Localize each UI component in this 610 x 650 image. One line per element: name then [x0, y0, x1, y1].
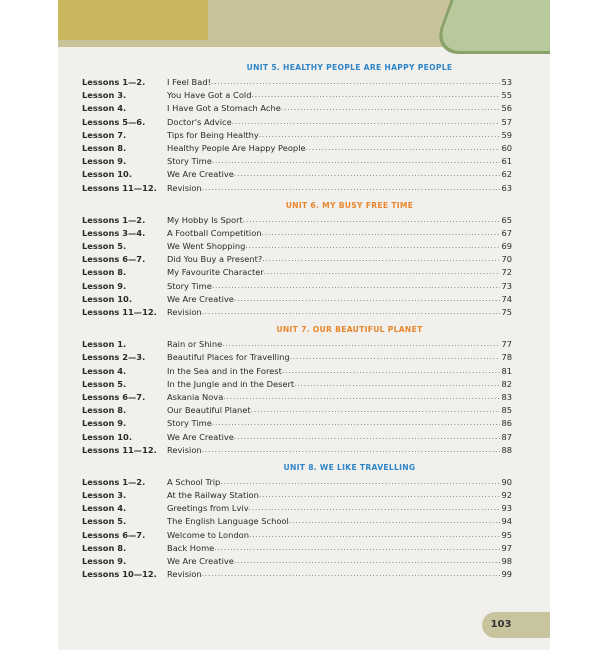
lesson-number: Lesson 8. — [82, 267, 127, 278]
lesson-title: We Are Creative — [167, 293, 234, 304]
lesson-number: Lesson 10. — [82, 293, 132, 304]
toc-entry[interactable] — [82, 365, 512, 378]
dot-leader — [281, 102, 500, 115]
toc-entry[interactable] — [82, 293, 512, 306]
lesson-title: Greetings from Lviv — [167, 503, 249, 514]
lesson-number: Lesson 7. — [82, 129, 127, 140]
dot-leader — [202, 306, 500, 319]
lesson-number: Lessons 6—7. — [82, 254, 146, 265]
lesson-page-number: 74 — [501, 293, 512, 304]
dot-leader — [262, 253, 500, 266]
lesson-page-number: 99 — [501, 569, 512, 580]
lesson-title: Story Time — [167, 280, 212, 291]
lesson-page-number: 72 — [501, 267, 512, 278]
lesson-page-number: 65 — [501, 214, 512, 225]
lesson-title: My Favourite Character — [167, 267, 264, 278]
lesson-page-number: 57 — [501, 116, 512, 127]
dot-leader — [232, 116, 500, 129]
toc-entry[interactable] — [82, 102, 512, 115]
unit-heading: UNIT 7. OUR BEAUTIFUL PLANET — [276, 325, 423, 335]
lesson-page-number: 56 — [501, 103, 512, 114]
page-number-tab — [518, 612, 550, 638]
dot-leader — [264, 266, 500, 279]
toc-entry[interactable] — [82, 338, 512, 351]
corner-tab — [431, 0, 550, 54]
lesson-title: Our Beautiful Planet — [167, 405, 251, 416]
lesson-page-number: 70 — [501, 254, 512, 265]
lesson-title: In the Sea and in the Forest — [167, 365, 282, 376]
lesson-page-number: 59 — [501, 129, 512, 140]
dot-leader — [234, 293, 500, 306]
dot-leader — [222, 338, 500, 351]
lesson-page-number: 95 — [501, 529, 512, 540]
dot-leader — [251, 404, 500, 417]
lesson-page-number: 83 — [501, 391, 512, 402]
dot-leader — [234, 168, 500, 181]
lesson-title: We Are Creative — [167, 431, 234, 442]
lesson-title: Back Home — [167, 542, 215, 553]
dot-leader — [249, 529, 500, 542]
toc-entry[interactable] — [82, 391, 512, 404]
lesson-title: Rain or Shine — [167, 339, 223, 350]
lesson-page-number: 82 — [501, 378, 512, 389]
lesson-title: You Have Got a Cold — [167, 90, 252, 101]
lesson-number: Lesson 3. — [82, 490, 127, 501]
dot-leader — [294, 378, 500, 391]
lesson-title: Welcome to London — [167, 529, 249, 540]
toc-entry[interactable] — [82, 240, 512, 253]
lesson-number: Lessons 11—12. — [82, 444, 157, 455]
unit-heading: UNIT 5. HEALTHY PEOPLE ARE HAPPY PEOPLE — [246, 63, 453, 72]
lesson-title: Healthy People Are Happy People — [167, 142, 306, 153]
toc-entry[interactable] — [82, 89, 512, 102]
lesson-number: Lesson 4. — [82, 365, 127, 376]
lesson-page-number: 77 — [501, 339, 512, 350]
toc-entry[interactable] — [82, 515, 512, 528]
toc-entry[interactable] — [82, 227, 512, 240]
lesson-number: Lesson 9. — [82, 556, 127, 566]
lesson-number: Lesson 8. — [82, 542, 127, 553]
lesson-number: Lessons 1—2. — [82, 214, 146, 225]
lesson-number: Lesson 10. — [82, 169, 132, 180]
dot-leader — [214, 542, 500, 555]
lesson-number: Lessons 6—7. — [82, 391, 146, 402]
lesson-title: We Are Creative — [167, 556, 234, 566]
table-of-contents — [82, 62, 512, 581]
lesson-title: In the Jungle and in the Desert — [167, 378, 295, 389]
lesson-title: We Went Shopping — [167, 241, 246, 252]
lesson-number: Lesson 5. — [82, 241, 127, 252]
toc-entry[interactable] — [82, 280, 512, 293]
toc-entry[interactable] — [82, 142, 512, 155]
dot-leader — [202, 568, 500, 581]
lesson-title: I Feel Bad! — [167, 77, 211, 87]
lesson-page-number: 61 — [501, 156, 512, 167]
lesson-title: Revision — [167, 569, 202, 580]
lesson-number: Lesson 5. — [82, 516, 127, 527]
lesson-page-number: 90 — [501, 476, 512, 487]
dot-leader — [290, 351, 500, 364]
dot-leader — [243, 214, 500, 227]
dot-leader — [212, 417, 500, 430]
dot-leader — [211, 76, 500, 89]
lesson-page-number: 67 — [501, 227, 512, 238]
lesson-title: Doctor's Advice — [167, 116, 232, 127]
lesson-number: Lessons 1—2. — [82, 77, 146, 87]
toc-entry[interactable] — [82, 129, 512, 142]
toc-entry[interactable] — [82, 555, 512, 568]
dot-leader — [251, 89, 500, 102]
lesson-page-number: 81 — [501, 365, 512, 376]
lesson-page-number: 87 — [501, 431, 512, 442]
dot-leader — [223, 391, 500, 404]
dot-leader — [202, 182, 500, 195]
lesson-page-number: 97 — [501, 542, 512, 553]
toc-entry[interactable] — [82, 182, 512, 195]
lesson-number: Lessons 1—2. — [82, 476, 146, 487]
lesson-page-number: 73 — [501, 280, 512, 291]
lesson-page-number: 94 — [501, 516, 512, 527]
toc-entry[interactable] — [82, 542, 512, 555]
lesson-number: Lesson 5. — [82, 378, 127, 389]
lesson-number: Lesson 9. — [82, 418, 127, 429]
lesson-number: Lesson 1. — [82, 339, 127, 350]
lesson-number: Lessons 3—4. — [82, 227, 146, 238]
lesson-title: Beautiful Places for Travelling — [167, 352, 290, 363]
toc-entry[interactable] — [82, 351, 512, 364]
lesson-number: Lessons 11—12. — [82, 182, 157, 193]
dot-leader — [245, 240, 500, 253]
toc-entry[interactable] — [82, 76, 512, 89]
lesson-page-number: 53 — [501, 77, 512, 87]
lesson-title: Revision — [167, 307, 202, 317]
lesson-page-number: 62 — [501, 169, 512, 180]
lesson-number: Lessons 5—6. — [82, 116, 146, 127]
lesson-number: Lesson 4. — [82, 503, 127, 514]
toc-entry[interactable] — [82, 444, 512, 457]
lesson-title: My Hobby Is Sport — [167, 214, 243, 225]
lesson-number: Lesson 3. — [82, 90, 127, 101]
lesson-page-number: 93 — [501, 503, 512, 514]
lesson-number: Lesson 4. — [82, 103, 127, 114]
lesson-number: Lesson 9. — [82, 280, 127, 291]
dot-leader — [282, 365, 500, 378]
lesson-page-number: 55 — [501, 90, 512, 101]
toc-entry[interactable] — [82, 431, 512, 444]
toc-entry[interactable] — [82, 568, 512, 581]
dot-leader — [234, 555, 500, 568]
dot-leader — [212, 280, 500, 293]
dot-leader — [249, 502, 500, 515]
lesson-number: Lesson 9. — [82, 156, 127, 167]
dot-leader — [220, 476, 500, 489]
lesson-title: I Have Got a Stomach Ache — [167, 103, 281, 114]
lesson-number: Lesson 8. — [82, 405, 127, 416]
lesson-page-number: 69 — [501, 241, 512, 252]
lesson-title: We Are Creative — [167, 169, 234, 180]
toc-entry[interactable] — [82, 116, 512, 129]
toc-entry[interactable] — [82, 404, 512, 417]
toc-entry[interactable] — [82, 489, 512, 502]
unit-heading: UNIT 6. MY BUSY FREE TIME — [285, 200, 414, 210]
page-number: 103 — [482, 612, 520, 638]
book-page — [58, 0, 550, 650]
lesson-title: The English Language School — [167, 516, 289, 527]
lesson-title: Did You Buy a Present? — [167, 254, 263, 265]
toc-entry[interactable] — [82, 155, 512, 168]
unit-heading: UNIT 8. WE LIKE TRAVELLING — [283, 462, 416, 472]
lesson-title: A School Trip — [167, 476, 221, 487]
lesson-title: Revision — [167, 182, 202, 193]
lesson-page-number: 88 — [501, 444, 512, 455]
lesson-title: Story Time — [167, 418, 212, 429]
toc-entry[interactable] — [82, 266, 512, 279]
toc-entry[interactable] — [82, 417, 512, 430]
lesson-number: Lessons 10—12. — [82, 569, 157, 580]
dot-leader — [234, 431, 500, 444]
lesson-title: At the Railway Station — [167, 490, 259, 501]
top-band-accent — [58, 0, 208, 40]
toc-entry[interactable] — [82, 502, 512, 515]
toc-entry[interactable] — [82, 214, 512, 227]
toc-entry[interactable] — [82, 378, 512, 391]
lesson-page-number: 63 — [501, 182, 512, 193]
toc-entry[interactable] — [82, 529, 512, 542]
lesson-page-number: 78 — [501, 352, 512, 363]
lesson-page-number: 98 — [501, 556, 512, 566]
lesson-number: Lesson 10. — [82, 431, 132, 442]
dot-leader — [306, 142, 500, 155]
lesson-number: Lessons 11—12. — [82, 307, 157, 317]
lesson-page-number: 75 — [501, 307, 512, 317]
dot-leader — [259, 129, 500, 142]
toc-entry[interactable] — [82, 253, 512, 266]
lesson-number: Lessons 2—3. — [82, 352, 146, 363]
lesson-title: Story Time — [167, 156, 212, 167]
lesson-number: Lessons 6—7. — [82, 529, 146, 540]
toc-entry[interactable] — [82, 306, 512, 319]
toc-entry[interactable] — [82, 168, 512, 181]
lesson-page-number: 60 — [501, 142, 512, 153]
dot-leader — [259, 489, 500, 502]
toc-entry[interactable] — [82, 476, 512, 489]
lesson-page-number: 85 — [501, 405, 512, 416]
lesson-page-number: 86 — [501, 418, 512, 429]
dot-leader — [212, 155, 500, 168]
lesson-title: A Football Competition — [167, 227, 262, 238]
lesson-title: Revision — [167, 444, 202, 455]
dot-leader — [202, 444, 500, 457]
lesson-title: Askania Nova — [167, 391, 224, 402]
lesson-page-number: 92 — [501, 490, 512, 501]
lesson-number: Lesson 8. — [82, 142, 127, 153]
dot-leader — [262, 227, 500, 240]
dot-leader — [289, 515, 500, 528]
lesson-title: Tips for Being Healthy — [167, 129, 259, 140]
